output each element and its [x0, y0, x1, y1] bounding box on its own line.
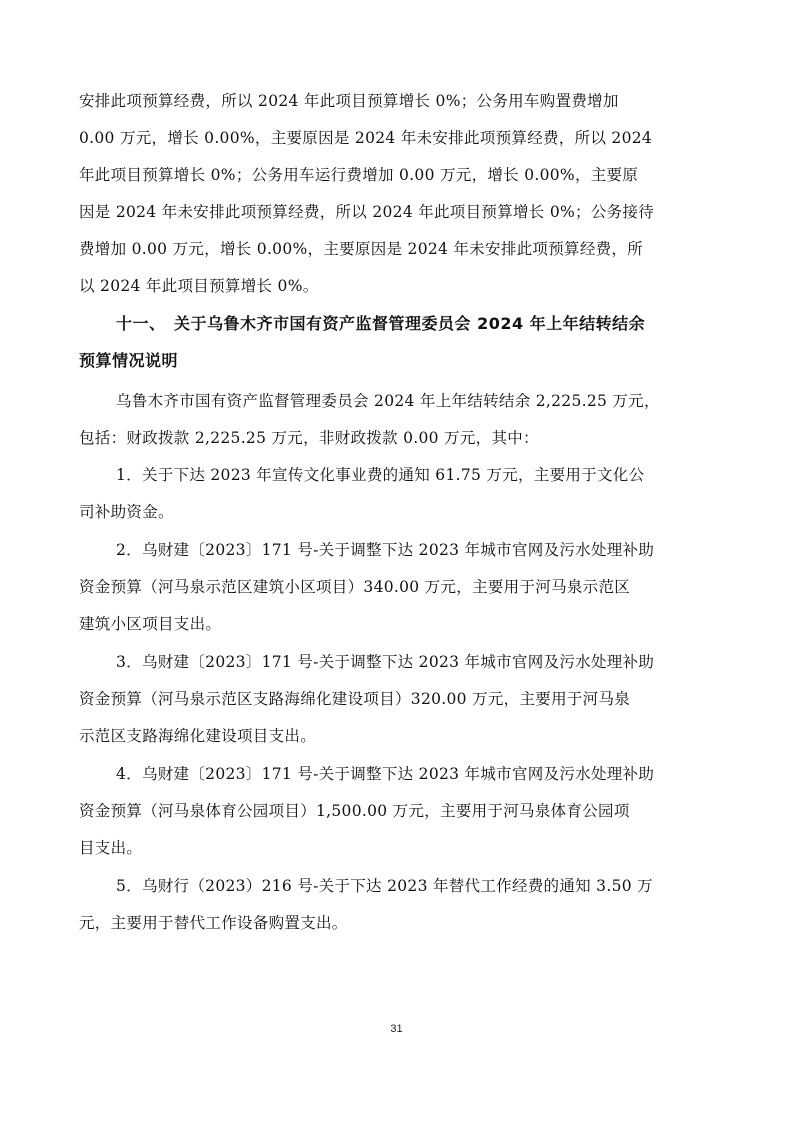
text-line: 建筑小区项目支出。 [79, 615, 222, 633]
text-line: 目支出。 [79, 839, 143, 857]
text-line: 资金预算（河马泉示范区建筑小区项目）340.00 万元，主要用于河马泉示范区 [79, 578, 631, 596]
text-line: 元，主要用于替代工作设备购置支出。 [79, 914, 348, 932]
text-line: 5．乌财行（2023）216 号-关于下达 2023 年替代工作经费的通知 3.50 万 [116, 877, 653, 895]
text-line: 年此项目预算增长 0%；公务用车运行费增加 0.00 万元，增长 0.00%，主要原 [79, 166, 639, 184]
heading-line: 十一、 关于乌鲁木齐市国有资产监督管理委员会 2024 年上年结转结余 [116, 314, 646, 333]
text-line: 资金预算（河马泉示范区支路海绵化建设项目）320.00 万元，主要用于河马泉 [79, 690, 631, 708]
text-line: 司补助资金。 [79, 503, 174, 521]
text-line: 费增加 0.00 万元，增长 0.00%，主要原因是 2024 年未安排此项预算经费，所 [79, 240, 644, 258]
text-line: 乌鲁木齐市国有资产监督管理委员会 2024 年上年结转结余 2,225.25 万元， [116, 392, 660, 410]
text-line: 因是 2024 年未安排此项预算经费，所以 2024 年此项目预算增长 0%；公务接待 [79, 203, 655, 221]
text-line: 4．乌财建〔2023〕171 号-关于调整下达 2023 年城市官网及污水处理补助 [116, 765, 655, 783]
text-line: 示范区支路海绵化建设项目支出。 [79, 727, 317, 745]
text-line: 0.00 万元，增长 0.00%，主要原因是 2024 年未安排此项预算经费，所以 2024 [79, 129, 653, 147]
text-line: 3．乌财建〔2023〕171 号-关于调整下达 2023 年城市官网及污水处理补助 [116, 653, 655, 671]
text-line: 2．乌财建〔2023〕171 号-关于调整下达 2023 年城市官网及污水处理补助 [116, 541, 655, 559]
text-line: 1．关于下达 2023 年宣传文化事业费的通知 61.75 万元，主要用于文化公 [116, 466, 645, 484]
page-number: 31 [390, 1023, 403, 1035]
text-line: 包括：财政拨款 2,225.25 万元，非财政拨款 0.00 万元，其中： [79, 429, 539, 447]
heading-line: 预算情况说明 [79, 351, 179, 370]
text-line: 资金预算（河马泉体育公园项目）1,500.00 万元，主要用于河马泉体育公园项 [79, 802, 630, 820]
text-line: 安排此项预算经费，所以 2024 年此项目预算增长 0%；公务用车购置费增加 [79, 92, 619, 110]
text-line: 以 2024 年此项目预算增长 0%。 [79, 277, 319, 295]
